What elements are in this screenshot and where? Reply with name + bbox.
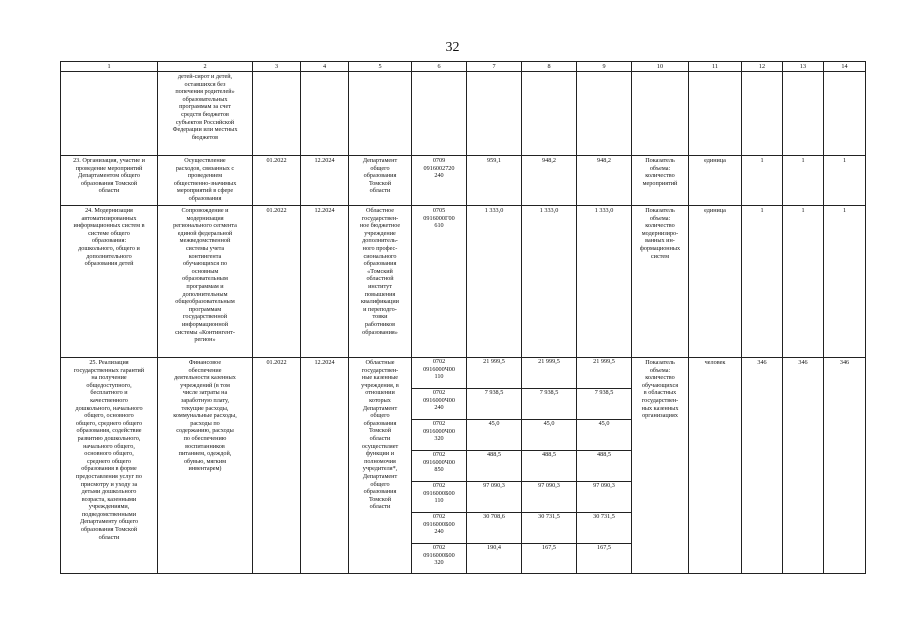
text-line: общего [370,164,390,172]
text-line: и переподго- [363,305,397,313]
value-2023: 1 [783,156,824,206]
text-line: Федерации или местных [172,126,238,134]
text-line: осуществляет [361,442,399,450]
amount-2024: 948,2 [577,156,632,206]
text-line: бесплатного и [90,389,128,397]
text-line: модернизиро- [641,229,679,237]
text-line: текущие расходы, [181,404,229,412]
text-line: ного профес- [362,244,398,252]
text-line: Показатель [645,207,675,214]
text-line: полномочия [364,457,396,465]
text-line: информационной [181,320,229,328]
activity-content [158,156,253,206]
col-number: 12 [742,62,783,72]
text-line: заработную плату, [180,396,230,404]
budget-code [412,419,466,450]
text-line: подведомственными [81,510,137,518]
text-line: 0916000Б00 [423,551,455,559]
table-row-23 [61,156,866,206]
start-date: 01.2022 [253,206,301,358]
text-line: дополнительным [182,290,228,298]
col-number: 6 [412,62,467,72]
text-line: ные казенные [361,374,399,382]
text-line: Департамент [362,404,398,412]
text-line: средств бюджетов [181,110,229,118]
text-line: Департаментом общего [78,172,140,180]
amount-2022-stack [467,358,522,574]
text-line: регионального сегмента [173,222,237,230]
text-line: дополнительного [86,252,132,260]
col-number: 5 [349,62,412,72]
text-line: формационных [639,244,681,252]
value-2022: 1 [742,206,783,358]
amount-value: 30 731,5 [577,512,631,543]
budget-code [412,543,466,572]
amount-value: 45,0 [522,419,576,450]
amount-2023: 948,2 [522,156,577,206]
text-line: межведомственной [179,237,231,245]
amount-value: 167,5 [577,543,631,572]
amount-value: 30 731,5 [522,512,576,543]
text-line: 0916000Ч00 [423,396,455,404]
col-number: 8 [522,62,577,72]
text-line: бюджетов [191,133,219,141]
text-line: образования [363,488,397,496]
text-line: содержанию, расходы [176,427,234,435]
text-line: Показатель [645,359,675,366]
text-line: области [98,533,120,541]
amount-value: 488,5 [522,450,576,481]
amount-value: 7 938,5 [467,388,521,419]
indicator [632,156,689,206]
text-line: повышения [364,290,396,298]
text-line: объема: [649,366,671,374]
text-line: системе общего [88,229,130,237]
text-line: 0916000Б00 [423,520,455,528]
text-line: Сопровождение и [181,207,229,214]
executor [349,156,412,206]
text-line: начального общего, [83,442,135,450]
text-line: 0916000Б00 [423,489,455,497]
text-line: образования: [91,237,127,245]
budget-code [412,388,466,419]
text-line: системы учета [185,244,225,252]
text-line: основным [191,267,219,275]
text-line: модернизация [186,214,224,222]
text-line: присмотру и уходу за [80,480,138,488]
text-line: числе затраты на [182,389,228,397]
text-line: 24. Модернизация [85,207,133,214]
text-line: учредителя*, [362,465,398,473]
text-line: 25. Реализация [89,359,129,366]
text-line: программам за счет [179,103,231,111]
budget-code [412,206,467,358]
text-line: на получение [91,374,127,382]
amount-2024-stack [577,358,632,574]
start-date: 01.2022 [253,156,301,206]
budget-code [412,512,466,543]
budget-code [412,358,466,388]
col-number: 7 [467,62,522,72]
col-number: 2 [158,62,253,72]
text-line: Областные [365,359,395,366]
text-line: образования в форме [81,465,137,473]
text-line: которых [369,396,391,404]
activity-content [158,206,253,358]
text-line: 0916000Ч00 [423,365,455,373]
executor [349,358,412,574]
text-line: расходов, связанных с [175,164,235,172]
text-line: мероприятий в сфере [176,187,234,195]
text-line: ное бюджетное [359,222,401,230]
text-line: 240 [434,528,444,536]
text-line: обувью, мягким [183,457,227,465]
text-line: дошкольного, начального [75,404,143,412]
unit: единица [689,206,742,358]
activity-content [158,72,253,156]
col-number: 11 [689,62,742,72]
text-line: общеобразовательным [175,298,235,306]
text-line: детьми дошкольного [81,488,137,496]
text-line: дошкольного, общего и [78,244,140,252]
text-line: Осуществление [184,157,226,164]
end-date: 12.2024 [301,206,349,358]
text-line: ных казенных [641,404,679,412]
text-line: деятельности казенных [174,374,236,382]
text-line: общественно-значимых [173,179,237,187]
text-line: государственных гарантий [73,366,145,374]
value-2022: 1 [742,156,783,206]
text-line: Томской [368,427,392,435]
text-line: 0702 [432,513,446,520]
amount-value: 97 090,3 [577,481,631,512]
text-line: мероприятий [642,179,678,187]
budget-code [412,450,466,481]
table-row-25 [61,358,866,574]
unit: человек [689,358,742,574]
text-line: 0916000Ч00 [423,458,455,466]
text-line: по обеспечению [183,434,227,442]
start-date: 01.2022 [253,358,301,574]
text-line: 0709 [432,157,446,164]
text-line: отношении [365,389,395,397]
value-2024: 1 [824,206,866,358]
amount-2024: 1 333,0 [577,206,632,358]
text-line: объема: [649,164,671,172]
text-line: области [369,503,391,511]
text-line: государствен- [361,366,399,374]
text-line: качественного [90,396,128,404]
value-2024: 346 [824,358,866,574]
text-line: контингента [188,252,222,260]
value-2023: 1 [783,206,824,358]
text-line: 0702 [432,482,446,489]
text-line: расходы по [190,419,220,427]
text-line: Томской [368,495,392,503]
text-line: Областное [366,207,394,214]
amount-value: 30 708,6 [467,512,521,543]
col-number: 14 [824,62,866,72]
amount-value: 190,4 [467,543,521,572]
header-row [61,62,866,72]
text-line: государствен- [361,214,399,222]
amount-2022: 959,1 [467,156,522,206]
text-line: образования Томской [80,179,138,187]
text-line: 110 [434,497,444,505]
table-row-continuation [61,72,866,156]
text-line: обучающихся по [182,260,228,268]
text-line: Томской [368,179,392,187]
text-line: среднего общего [87,457,131,465]
text-line: единой федеральной [177,229,233,237]
text-line: проведение мероприятий [75,164,143,172]
text-line: обучающихся [641,381,679,389]
text-line: развитию дошкольного, [77,434,141,442]
activity-content [158,358,253,574]
activity-name [61,206,158,358]
budget-code [412,156,467,206]
value-2022: 346 [742,358,783,574]
amount-value: 97 090,3 [522,481,576,512]
text-line: области [98,187,120,195]
text-line: 240 [434,172,444,180]
text-line: общего, основного [84,412,134,420]
table-row-24 [61,206,866,358]
amount-value: 488,5 [467,450,521,481]
text-line: Финансовое [188,359,222,366]
text-line: организациях [642,412,678,420]
text-line: 0702 [432,420,446,427]
text-line: областной [366,275,394,283]
text-line: объема: [649,214,671,222]
page-number: 32 [445,40,460,55]
text-line: предоставления услуг по [76,472,142,480]
text-line: ванных ин- [645,237,675,245]
activity-name [61,358,158,574]
col-number: 1 [61,62,158,72]
text-line: учреждения, в [361,381,399,389]
text-line: Департамент [362,157,398,164]
amount-value: 45,0 [577,419,631,450]
amount-value: 21 999,5 [593,358,615,365]
text-line: регион» [194,336,216,344]
text-line: Департамент [362,472,398,480]
text-line: 0916000Г00 [423,214,455,222]
text-line: программам [188,305,222,313]
text-line: детей-сирот и детей, [177,73,233,80]
text-line: субъектов Российской [175,118,235,126]
text-line: 23. Организация, участие и [73,157,145,164]
text-line: программам и [186,282,224,290]
text-line: инвентарем) [188,465,222,473]
amount-value: 7 938,5 [522,388,576,419]
text-line: образования, содействие [76,427,142,435]
text-line: информационных систем в [73,222,145,230]
amount-value: 21 999,5 [483,358,505,365]
value-2024: 1 [824,156,866,206]
text-line: 110 [434,373,444,381]
unit: единица [689,156,742,206]
indicator [632,206,689,358]
text-line: общего [370,480,390,488]
text-line: 0916002720 [423,164,455,172]
text-line: обеспечение [188,366,222,374]
text-line: питанием, одеждой, [178,450,232,458]
text-line: образования» [362,328,398,336]
text-line: образования [363,172,397,180]
text-line: образования [363,419,397,427]
col-number: 13 [783,62,824,72]
col-number: 3 [253,62,301,72]
col-number: 9 [577,62,632,72]
budget-code [412,481,466,512]
amount-value: 45,0 [467,419,521,450]
text-line: квалификации [361,298,399,306]
text-line: основного общего, [84,450,134,458]
text-line: Департаменту общего [79,518,139,526]
executor [349,206,412,358]
text-line: автоматизированных [81,214,137,222]
amount-value: 167,5 [522,543,576,572]
amount-2022: 1 333,0 [467,206,522,358]
text-line: образования детей [84,260,134,268]
text-line: государствен- [641,396,679,404]
text-line: 610 [434,222,444,230]
program-table [60,61,866,574]
text-line: систем [650,252,670,260]
text-line: 0916000Ч00 [423,427,455,435]
text-line: образовательным [182,275,228,283]
text-line: товки [372,313,388,321]
text-line: количество [645,172,675,180]
amount-value: 488,5 [577,450,631,481]
col-number: 4 [301,62,349,72]
text-line: «Томский [367,267,393,275]
text-line: образования [363,260,397,268]
text-line: области [369,434,391,442]
budget-code-stack [412,358,467,574]
text-line: общего [370,412,390,420]
text-line: Показатель [645,157,675,164]
end-date: 12.2024 [301,358,349,574]
text-line: государственной [182,313,228,321]
value-2023: 346 [783,358,824,574]
text-line: 0702 [432,544,446,551]
amount-2023: 1 333,0 [522,206,577,358]
text-line: возраста, казенными [81,495,137,503]
text-line: в областных [643,389,677,397]
text-line: общего, среднего общего [75,419,143,427]
text-line: образования Томской [80,526,138,534]
text-line: 240 [434,404,444,412]
text-line: 850 [434,466,444,474]
text-line: институт [368,282,392,290]
text-line: функции и [365,450,395,458]
text-line: количество [645,222,675,230]
text-line: системы «Контингент- [175,328,235,336]
text-line: проведением [187,172,223,180]
indicator [632,358,689,574]
text-line: попечения родителей» [175,88,235,96]
text-line: дополнитель- [362,237,398,245]
text-line: образовательных [182,95,228,103]
text-line: коммунальные расходы, [173,412,237,420]
text-line: области [369,187,391,195]
text-line: 0705 [432,207,446,214]
text-line: учреждениями, [88,503,130,511]
text-line: 0702 [432,358,446,365]
end-date: 12.2024 [301,156,349,206]
text-line: 320 [434,559,444,567]
amount-value: 97 090,3 [467,481,521,512]
text-line: общедоступного, [86,381,132,389]
text-line: воспитанников [185,442,225,450]
text-line: сионального [363,252,397,260]
text-line: количество [645,374,675,382]
amount-value: 7 938,5 [577,388,631,419]
text-line: 0702 [432,451,446,458]
amount-2023-stack [522,358,577,574]
text-line: оставшихся без [184,80,226,88]
col-number: 10 [632,62,689,72]
amount-value: 21 999,5 [538,358,560,365]
text-line: работников [364,320,396,328]
text-line: учреждений (в том [180,381,230,389]
text-line: 320 [434,435,444,443]
activity-name [61,156,158,206]
text-line: учреждение [364,229,396,237]
text-line: 0702 [432,389,446,396]
text-line: образования [188,194,222,202]
